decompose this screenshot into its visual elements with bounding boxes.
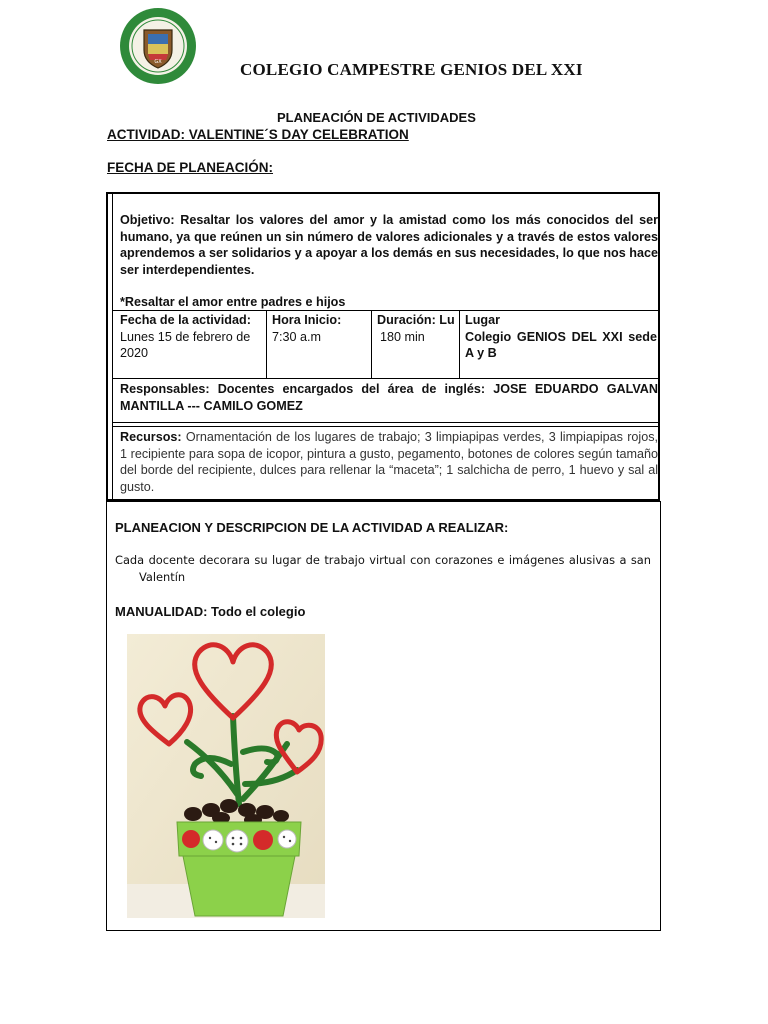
desc-line-2: Valentín	[139, 570, 186, 584]
fecha-planeacion: FECHA DE PLANEACIÓN:	[107, 160, 274, 175]
hora-label: Hora Inicio:	[272, 313, 342, 327]
manualidad-title: MANUALIDAD: Todo el colegio	[115, 604, 306, 619]
planeacion-title: PLANEACION Y DESCRIPCION DE LA ACTIVIDAD A REALIZAR:	[115, 520, 509, 535]
objetivo-note: *Resaltar el amor entre padres e hijos	[120, 295, 346, 309]
desc-line-1: Cada docente decorara su lugar de trabajo virtual con corazones e imágenes alusivas a san	[115, 553, 651, 567]
activity-title: ACTIVIDAD: VALENTINE´S DAY CELEBRATION	[107, 127, 409, 142]
objetivo-text: Objetivo: Resaltar los valores del amor y la amistad como los más conocidos del ser humano, ya que reúnen un sin número de valores adicionales y a través de estos valores aprendemos a ser solidarios y a apoyar a los demás en sus necesidades, lo que nos hace ser interdependientes.	[120, 213, 658, 277]
svg-text:GX: GX	[154, 59, 162, 65]
planeacion-description	[115, 552, 651, 586]
fecha-value: Lunes 15 de febrero de 2020	[120, 329, 251, 360]
lugar-cell	[460, 310, 662, 362]
duracion-value: 180 min	[380, 329, 425, 344]
lugar-value: Colegio GENIOS DEL XXI sede A y B	[465, 329, 657, 360]
school-name: COLEGIO CAMPESTRE GENIOS DEL XXI	[240, 60, 583, 79]
hora-value: 7:30 a.m	[272, 329, 322, 344]
recursos-text: Ornamentación de los lugares de trabajo; 3 limpiapipas verdes, 3 limpiapipas rojos, 1 recipiente para sopa de icopor, pintura a gusto, pegamento, botones de colores según tamaño del borde del recipiente, dulces para rellenar la “maceta”; 1 salchicha de perro, 1 huevo y sal al gusto.	[120, 430, 658, 494]
school-crest-icon	[118, 6, 198, 86]
heart-flower-pot-craft	[127, 634, 325, 918]
responsables-text: Responsables: Docentes encargados del área de inglés: JOSE EDUARDO GALVAN MANTILLA --- CAMILO GOMEZ	[120, 382, 658, 413]
hora-cell	[267, 310, 371, 345]
plan-title: PLANEACIÓN DE ACTIVIDADES	[277, 110, 476, 125]
fecha-cell	[115, 310, 265, 362]
activity-table	[106, 192, 660, 501]
recursos-cell	[115, 427, 663, 495]
recursos-label: Recursos:	[120, 430, 182, 444]
fecha-label: Fecha de la actividad:	[120, 313, 251, 327]
planeacion-section	[106, 501, 661, 931]
duracion-cell	[372, 310, 460, 345]
duracion-label: Duración: Lu	[377, 313, 455, 327]
lugar-label: Lugar	[465, 313, 500, 327]
